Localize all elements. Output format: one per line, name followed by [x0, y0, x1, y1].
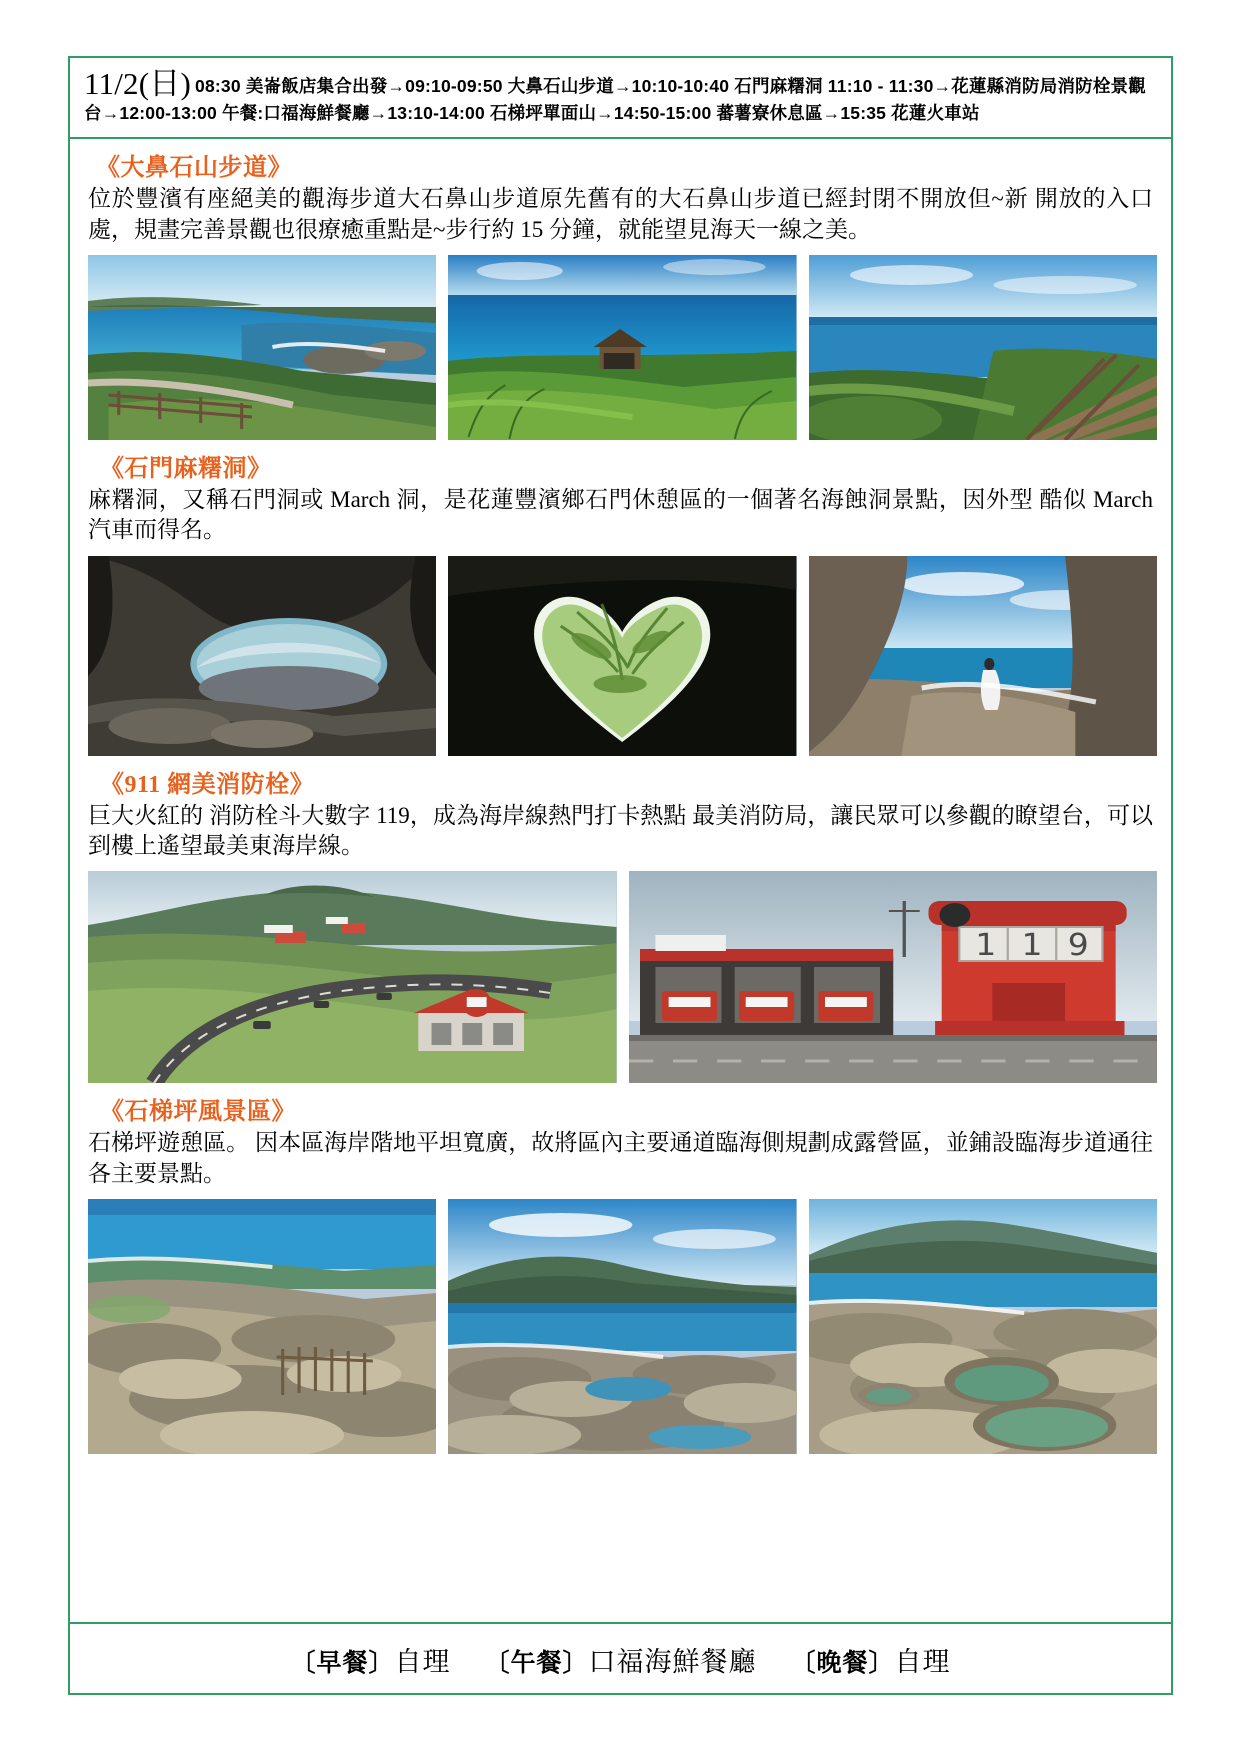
photo-aerial-fire-station: [88, 871, 617, 1083]
photo-row-shimen: [88, 556, 1157, 756]
photo-hilltop-pavilion: [448, 255, 796, 440]
photo-fire-station-tower-119: [629, 871, 1158, 1083]
section-body-shimen: 麻糬洞，又稱石門洞或 March 洞，是花蓮豐濱鄉石門休憩區的一個著名海蝕洞景點，因外型 酷似 March 汽車而得名。: [88, 486, 1153, 543]
itinerary-date: 11/2(日): [84, 66, 192, 101]
section-title-shitiping: 《石梯坪風景區》: [100, 1099, 296, 1126]
document-body: [70, 139, 1171, 1622]
photo-shitiping-coastline: [448, 1199, 796, 1454]
photo-coast-overlook: [88, 255, 436, 440]
section-body-fire-hydrant: 巨大火紅的 消防栓斗大數字 119，成為海岸線熱門打卡熱點 最美消防局，讓民眾可以參觀的瞭望台，可以到樓上遙望最美東海岸線。: [88, 802, 1153, 859]
document-frame: [68, 56, 1173, 1695]
photo-shitiping-terrace: [88, 1199, 436, 1454]
dinner-label: 〔晚餐〕: [790, 1649, 895, 1677]
meals-footer: [70, 1622, 1171, 1693]
section-title-fire-hydrant: 《911 網美消防栓》: [100, 771, 315, 798]
photo-row-dabishi: [88, 255, 1157, 440]
itinerary-schedule: 08:30 美崙飯店集合出發→09:10-09:50 大鼻石山步道→10:10-10:40 石門麻糬洞 11:10 - 11:30→花蓮縣消防局消防栓景觀台→12:00-13:00 午餐:口福海鮮餐廳→13:10-14:00 石梯坪單面山→14:50-15:00 蕃薯寮休息區→15:35 花蓮火車站: [84, 76, 1146, 124]
svg-text:1: 1: [974, 928, 996, 964]
dinner-value: 自理: [894, 1647, 951, 1677]
photo-heart-shaped-cave: [448, 556, 796, 756]
photo-row-shitiping: [88, 1199, 1157, 1454]
photo-shitiping-potholes: [809, 1199, 1157, 1454]
itinerary-header: [70, 58, 1171, 139]
lunch-label: 〔午餐〕: [484, 1649, 589, 1677]
photo-boardwalk-steps: [809, 255, 1157, 440]
breakfast-value: 自理: [394, 1647, 451, 1677]
svg-text:9: 9: [1067, 928, 1089, 964]
photo-sea-cave-interior: [88, 556, 436, 756]
section-title-dabishi: 《大鼻石山步道》: [96, 155, 292, 182]
section-body-shitiping: 石梯坪遊憩區。 因本區海岸階地平坦寬廣，故將區內主要通道臨海側規劃成露營區，並鋪設臨海步道通往各主要景點。: [88, 1130, 1153, 1186]
lunch-value: 口福海鮮餐廳: [588, 1647, 757, 1677]
photo-row-fire-hydrant: [88, 871, 1157, 1083]
section-title-shimen: 《石門麻糬洞》: [100, 455, 272, 482]
breakfast-label: 〔早餐〕: [290, 1649, 395, 1677]
svg-text:1: 1: [1020, 928, 1042, 964]
section-body-dabishi: 位於豐濱有座絕美的觀海步道大石鼻山步道原先舊有的大石鼻山步道已經封閉不開放但~新 開放的入口處，規畫完善景觀也很療癒重點是~步行約 15 分鐘，就能望見海天一線之美。: [88, 186, 1153, 242]
photo-person-on-rocks: [809, 556, 1157, 756]
